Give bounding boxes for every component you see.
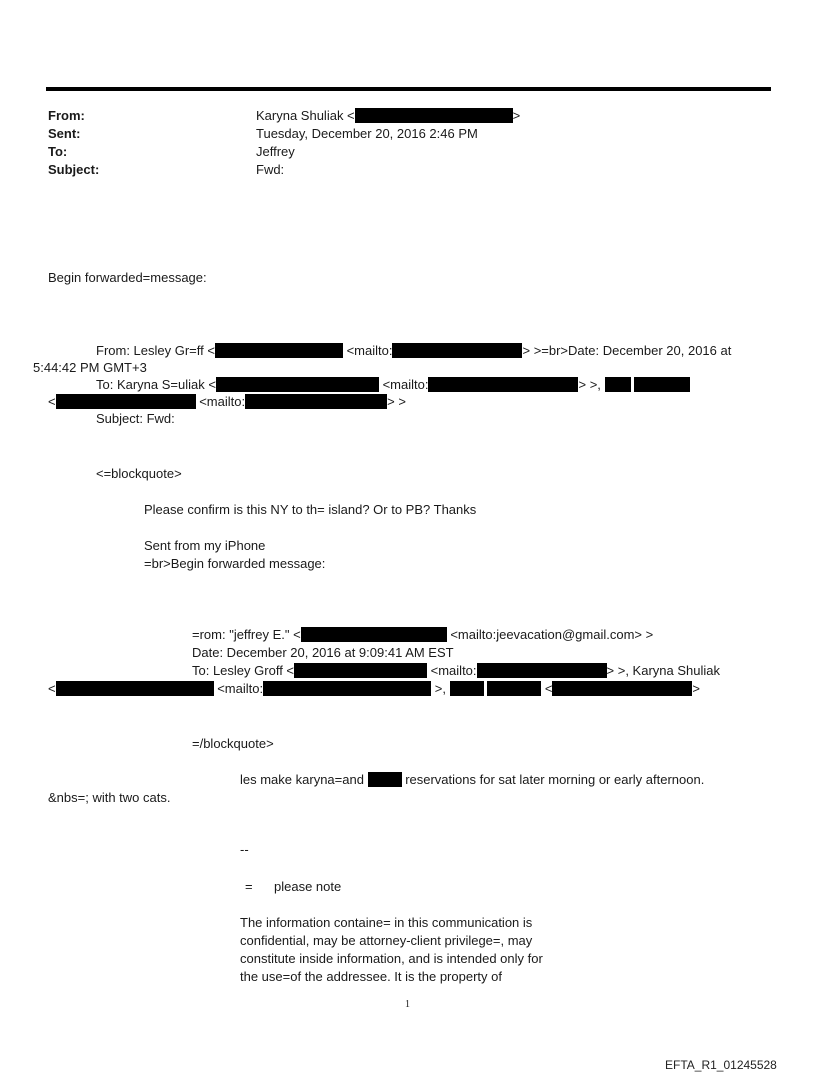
les-make-suffix: reservations for sat later morning or early afternoon. (405, 772, 705, 787)
sig-dash: -- (240, 842, 249, 857)
redaction (215, 343, 343, 358)
les-make-line (240, 772, 704, 788)
disclaimer-line: The information containe= in this communication is (240, 915, 533, 930)
fwd1-from-mailto: <mailto: (346, 343, 393, 358)
sent-value: Tuesday, December 20, 2016 2:46 PM (256, 126, 478, 141)
redaction (487, 681, 541, 696)
redaction (301, 627, 447, 642)
redaction (428, 377, 578, 392)
disclaimer-line: the use=of the addressee. It is the property of (240, 969, 502, 984)
to-label: To: (48, 144, 68, 159)
from-name: Karyna Shuliak < (256, 108, 355, 123)
blockquote-open: <=blockquote> (96, 466, 182, 481)
redaction (605, 377, 631, 392)
fwd1-to-line (96, 377, 690, 393)
fwd2-cc-lt: < (48, 681, 56, 696)
fwd1-subject: Subject: Fwd: (96, 411, 175, 426)
fwd1-from-line (96, 343, 731, 359)
fwd2-cc-gt: >, (434, 681, 446, 696)
disclaimer-line: constitute inside information, and is intended only for (240, 951, 543, 966)
redaction (552, 681, 692, 696)
fwd1-from-suffix: > >=br>Date: December 20, 2016 at (522, 343, 732, 358)
sent-label: Sent: (48, 126, 81, 141)
les-make-prefix: les make karyna=and (240, 772, 364, 787)
redaction (56, 681, 214, 696)
fwd2-to-prefix: To: Lesley Groff < (192, 663, 295, 678)
fwd2-from-line (192, 627, 653, 643)
fwd1-time: 5:44:42 PM GMT+3 (33, 360, 147, 375)
redaction (245, 394, 387, 409)
fwd1-cc-lt: < (48, 394, 56, 409)
fwd2-cc-mailto: <mailto: (217, 681, 264, 696)
redaction (477, 663, 607, 678)
blockquote-close: =/blockquote> (192, 736, 274, 751)
fwd2-from-prefix: =rom: "jeffrey E." < (192, 627, 301, 642)
please-note-eq: = (245, 879, 253, 894)
subject-label: Subject: (48, 162, 100, 177)
fwd1-from-prefix: From: Lesley Gr=ff < (96, 343, 215, 358)
fwd1-cc-mailto: <mailto: (199, 394, 246, 409)
please-note: please note (274, 879, 342, 894)
redaction (263, 681, 431, 696)
disclaimer-line: confidential, may be attorney-client privilege=, may (240, 933, 533, 948)
begin-forwarded: Begin forwarded=message: (48, 270, 207, 285)
redaction (392, 343, 522, 358)
fwd1-to-mailto: <mailto: (382, 377, 429, 392)
fwd1-cc-suffix: > > (387, 394, 406, 409)
fwd1-cc-line (48, 394, 406, 410)
fwd2-to-line (192, 663, 720, 679)
header-rule (46, 87, 771, 91)
redaction (634, 377, 690, 392)
fwd1-to-prefix: To: Karyna S=uliak < (96, 377, 216, 392)
subject-value: Fwd: (256, 162, 285, 177)
redaction (56, 394, 196, 409)
fwd2-cc-end: > (692, 681, 701, 696)
redaction (368, 772, 402, 787)
to-value: Jeffrey (256, 144, 295, 159)
from-value (256, 108, 520, 124)
fwd2-cc-line (48, 681, 700, 697)
redaction (450, 681, 484, 696)
begin-forwarded-2: =br>Begin forwarded message: (144, 556, 326, 571)
fwd2-from-mailto: <mailto:jeevacation@gmail.com> > (450, 627, 654, 642)
fwd1-to-suffix: > >, (578, 377, 601, 392)
document-id: EFTA_R1_01245528 (665, 1058, 777, 1072)
from-close: > (512, 108, 521, 123)
from-label: From: (48, 108, 85, 123)
page-number: 1 (405, 999, 410, 1010)
fwd2-to-mailto: <mailto: (430, 663, 477, 678)
redaction (355, 108, 513, 123)
confirm-line: Please confirm is this NY to th= island? Or to PB? Thanks (144, 502, 477, 517)
redaction (216, 377, 379, 392)
nbs-line: &nbs=; with two cats. (48, 790, 171, 805)
fwd2-to-suffix: > >, Karyna Shuliak (606, 663, 720, 678)
redaction (294, 663, 427, 678)
fwd2-date: Date: December 20, 2016 at 9:09:41 AM EST (192, 645, 454, 660)
sent-from: Sent from my iPhone (144, 538, 266, 553)
fwd2-cc-lt2: < (544, 681, 553, 696)
